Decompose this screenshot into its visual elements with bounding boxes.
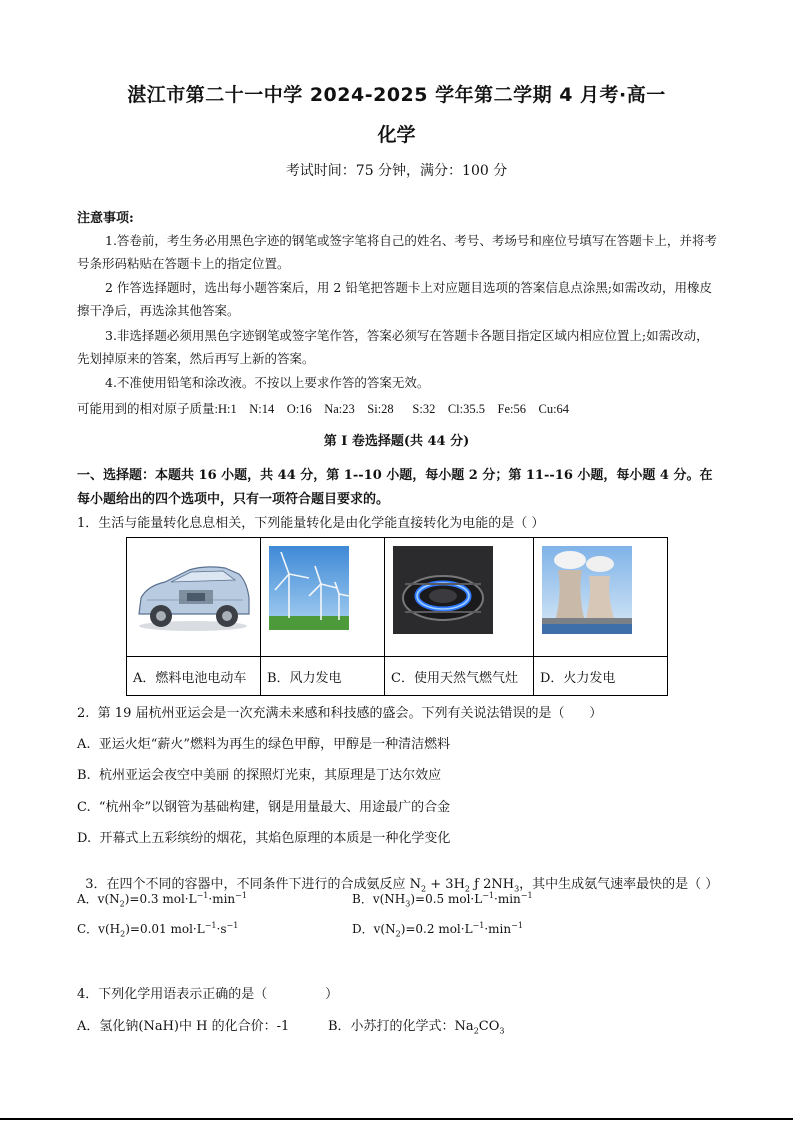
q1-image-c [385,538,534,657]
q3-c-sub: 2 [120,929,126,939]
q4-b-pre: B．小苏打的化学式：Na [328,1019,474,1034]
q3-d-pre: D．v(N [352,922,396,936]
q3-option-d [352,920,523,938]
q1-options-table [126,537,668,696]
q3-option-c [77,920,238,938]
q3-c-sup2: −1 [226,921,239,930]
q4-stem: 4．下列化学用语表示正确的是（ ） [77,987,339,1002]
q4-b-sub3: 3 [499,1026,505,1036]
notice-heading: 注意事项: [77,211,134,226]
notice-item-2: 2 作答选择题时，选出每小题答案后，用 2 铅笔把答题卡上对应题目选项的答案信息点涂黑;如需改动，用橡皮擦干净后，再选涂其他答案。 [77,280,713,318]
q3-a-unit: ·min [208,892,236,906]
q1-image-d [534,538,668,657]
q3-d-unit: ·min [484,922,512,936]
q4-b-mid: CO [478,1019,500,1034]
q3-stem-prefix: 3．在四个不同的容器中，不同条件下进行的合成氨反应 N [85,877,422,892]
q3-c-sup1: −1 [204,921,217,930]
q3-d-sub: 2 [395,929,401,939]
q1-option-a: A．燃料电池电动车 [127,657,261,696]
q3-option-a [77,890,247,908]
atomic-masses: 可能用到的相对原子质量:H:1 N:14 O:16 Na:23 Si:28 S:32 Cl:35.5 Fe:56 Cu:64 [77,402,570,416]
q3-a-post: )=0.3 mol·L [124,892,197,906]
q1-option-d: D．火力发电 [534,657,668,696]
notice-item-4: 4.不准使用铅笔和涂改液。不按以上要求作答的答案无效。 [105,375,430,390]
q1-image-a [127,538,261,657]
q3-b-pre: B．v(NH [352,892,406,906]
q3-b-sub: 3 [405,899,411,909]
q3-stem-mid: + 3H [426,877,465,892]
q3-b-sup1: −1 [482,891,494,900]
q3-option-b [352,890,533,908]
fuel-cell-car-icon [127,538,260,652]
section-instructions: 一、选择题：本题共 16 小题，共 44 分，第 1--10 小题，每小题 2 分；第 11--16 小题，每小题 4 分。在每小题给出的四个选项中，只有一项符合题目要求的。 [77,468,713,507]
q3-b-unit: ·min [494,892,521,906]
q2-option-c: C. “杭州伞”以钢管为基础构建，钢是用量最大、用途最广的合金 [77,800,451,815]
q3-sub-n2: 2 [421,884,427,894]
q3-stem [77,858,718,894]
wind-turbines-icon [261,538,384,652]
q3-d-sup2: −1 [511,921,523,930]
q3-a-pre: A．v(N [77,892,120,906]
q3-sub-nh3: 3 [514,884,520,894]
q3-d-sup1: −1 [472,921,485,930]
q2-option-b: B. 杭州亚运会夜空中美丽 的探照灯光束，其原理是丁达尔效应 [77,768,442,783]
q3-b-post: )=0.5 mol·L [410,892,483,906]
q2-stem: 2. 第 19 届杭州亚运会是一次充满未来感和科技感的盛会。下列有关说法错误的是（ ） [77,706,603,721]
q3-c-post: )=0.01 mol·L [125,922,205,936]
section-heading: 第 I 卷选择题(共 44 分) [323,434,470,449]
page-bottom-rule [0,1118,793,1120]
q4-option-a: A．氢化钠(NaH)中 H 的化合价：-1 [77,1019,290,1034]
q1-option-b: B．风力发电 [261,657,385,696]
q3-d-post: )=0.2 mol·L [400,922,473,936]
q3-equilibrium-arrow: ƒ [470,877,484,892]
q2-option-a: A. 亚运火炬“薪火”燃料为再生的绿色甲醇，甲醇是一种清洁燃料 [77,737,451,752]
q3-sub-h2: 2 [464,884,470,894]
page-title: 湛江市第二十一中学 2024-2025 学年第二学期 4 月考·高一 [127,84,666,106]
q1-image-b [261,538,385,657]
q3-a-sub: 2 [119,899,125,909]
q3-a-sup1: −1 [196,891,209,900]
q3-stem-suffix: ，其中生成氨气速率最快的是（ ） [519,877,719,892]
subject-title: 化学 [377,124,416,146]
q4-b-sub2: 2 [473,1026,479,1036]
q2-option-d: D. 开幕式上五彩缤纷的烟花，其焰色原理的本质是一种化学变化 [77,831,451,846]
q3-a-sup2: −1 [235,891,247,900]
q1-option-c: C．使用天然气燃气灶 [385,657,534,696]
gas-stove-icon [385,538,533,652]
exam-info: 考试时间：75 分钟，满分：100 分 [285,163,508,179]
q4-option-b [328,1015,504,1036]
power-plant-icon [534,538,667,652]
q3-b-sup2: −1 [520,891,533,900]
q3-c-pre: C．v(H [77,922,121,936]
notice-item-1: 1.答卷前，考生务必用黑色字迹的钢笔或签字笔将自己的姓名、考号、考场号和座位号填写在答题卡上，并将考号条形码粘贴在答题卡上的指定位置。 [77,233,717,271]
notice-item-3: 3.非选择题必须用黑色字迹钢笔或签字笔作答，答案必须写在答题卡各题目指定区域内相应位置上;如需改动，先划掉原来的答案，然后再写上新的答案。 [77,328,709,366]
q3-stem-product: 2NH [483,877,515,892]
q1-stem: 1．生活与能量转化息息相关，下列能量转化是由化学能直接转化为电能的是（ ） [77,516,545,531]
q3-c-unit: ·s [216,922,227,936]
